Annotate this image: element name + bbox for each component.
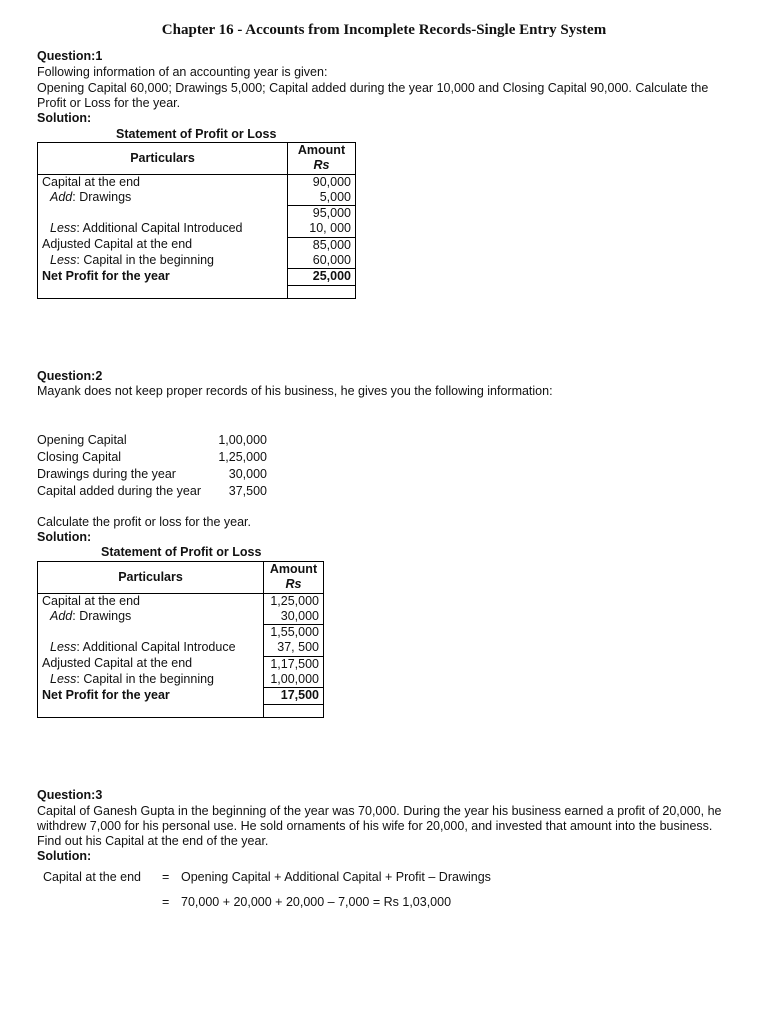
col-amount [264, 562, 324, 594]
question-3-text: Capital of Ganesh Gupta in the beginning of the year was 70,000. During the year his business earned a profit of 20,000, he [37, 804, 722, 818]
table-row [38, 206, 356, 222]
row-label [38, 672, 264, 688]
question-3-text: withdrew 7,000 for his personal use. He sold ornaments of his wife for 20,000, and invested that amount into the business. [37, 819, 713, 833]
row-amount: 37, 500 [264, 640, 324, 656]
info-list [37, 432, 267, 500]
question-2-instruction: Calculate the profit or loss for the year. [37, 515, 251, 529]
row-label-text: : Additional Capital Introduced [76, 221, 243, 236]
statement-title: Statement of Profit or Loss [116, 127, 277, 141]
row-amount: 90,000 [288, 174, 356, 190]
row-amount: 60,000 [288, 253, 356, 269]
table-row [38, 672, 324, 688]
info-value: 1,00,000 [218, 433, 267, 447]
table-row [38, 625, 324, 641]
row-label: Adjusted Capital at the end [38, 237, 288, 253]
net-profit-label: Net Profit for the year [38, 269, 288, 285]
table-row [38, 237, 356, 253]
row-label [38, 206, 288, 222]
info-label: Closing Capital [37, 450, 122, 464]
row-amount: 1,55,000 [264, 625, 324, 641]
row-amount: 1,25,000 [264, 593, 324, 609]
solution-label: Solution: [37, 849, 92, 863]
equation-lhs: Capital at the end [43, 870, 141, 884]
table-row [38, 285, 356, 299]
table-row [38, 190, 356, 206]
table-row [38, 688, 324, 704]
col-rs-label: Rs [313, 158, 330, 173]
info-row [37, 483, 267, 500]
add-label: Add [50, 189, 73, 204]
question-1-heading: Question:1 [37, 49, 103, 63]
info-row [37, 449, 267, 466]
page-title: Chapter 16 - Accounts from Incomplete Records-Single Entry System [161, 22, 607, 38]
row-label [38, 640, 264, 656]
row-label [38, 609, 264, 625]
col-particulars: Particulars [38, 143, 288, 175]
table-row [38, 656, 324, 672]
row-amount: 5,000 [288, 190, 356, 206]
table-row [38, 593, 324, 609]
info-label: Drawings during the year [37, 467, 176, 481]
col-rs-label: Rs [285, 577, 302, 592]
info-value: 37,500 [228, 484, 267, 498]
question-1-text: Profit or Loss for the year. [37, 96, 181, 110]
row-label: Capital at the end [38, 174, 288, 190]
statement-table-q2 [37, 561, 324, 718]
table-row [38, 174, 356, 190]
statement-table-q1 [37, 142, 356, 299]
less-label: Less [50, 221, 77, 236]
row-label-text: : Drawings [72, 189, 132, 204]
less-label: Less [50, 640, 77, 655]
row-amount: 95,000 [288, 206, 356, 222]
row-amount: 10, 000 [288, 221, 356, 237]
table-header-row [38, 562, 324, 594]
equals-sign: = [162, 870, 170, 884]
row-label-text: : Drawings [72, 608, 132, 623]
equation-rhs: Opening Capital + Additional Capital + Profit – Drawings [181, 870, 491, 884]
less-label: Less [50, 672, 77, 687]
row-label [38, 253, 288, 269]
question-3-text: Find out his Capital at the end of the year. [37, 834, 269, 848]
statement-title: Statement of Profit or Loss [101, 545, 262, 559]
equation-result: 70,000 + 20,000 + 20,000 – 7,000 = Rs 1,03,000 [181, 895, 452, 909]
row-amount: 30,000 [264, 609, 324, 625]
col-amount-label: Amount [269, 562, 318, 576]
info-value: 30,000 [228, 467, 267, 481]
table-row [38, 269, 356, 285]
col-amount-label: Amount [297, 143, 346, 157]
col-amount [288, 143, 356, 175]
info-label: Capital added during the year [37, 484, 202, 498]
solution-label: Solution: [37, 111, 92, 125]
question-2-heading: Question:2 [37, 369, 103, 383]
row-label: Adjusted Capital at the end [38, 656, 264, 672]
question-1-text: Opening Capital 60,000; Drawings 5,000; Capital added during the year 10,000 and Closing Capital 90,000. Calculate the [37, 81, 709, 95]
net-profit-amount: 17,500 [264, 688, 324, 704]
row-label [38, 625, 264, 641]
table-row [38, 704, 324, 718]
info-label: Opening Capital [37, 433, 127, 447]
row-amount: 1,17,500 [264, 656, 324, 672]
row-label-text: : Additional Capital Introduce [76, 640, 236, 655]
row-label: Capital at the end [38, 593, 264, 609]
net-profit-amount: 25,000 [288, 269, 356, 285]
row-amount: 1,00,000 [264, 672, 324, 688]
col-particulars: Particulars [38, 562, 264, 594]
row-label-text: : Capital in the beginning [76, 253, 215, 268]
row-amount: 85,000 [288, 237, 356, 253]
question-2-text: Mayank does not keep proper records of his business, he gives you the following information: [37, 384, 553, 398]
info-row [37, 432, 267, 449]
table-header-row [38, 143, 356, 175]
row-label [38, 190, 288, 206]
solution-label: Solution: [37, 530, 92, 544]
less-label: Less [50, 253, 77, 268]
info-value: 1,25,000 [218, 450, 267, 464]
table-row [38, 609, 324, 625]
row-label [38, 221, 288, 237]
net-profit-label: Net Profit for the year [38, 688, 264, 704]
add-label: Add [50, 608, 73, 623]
equals-sign: = [162, 895, 170, 909]
info-row [37, 466, 267, 483]
table-row [38, 221, 356, 237]
row-label-text: : Capital in the beginning [76, 672, 215, 687]
table-row [38, 640, 324, 656]
question-3-heading: Question:3 [37, 788, 103, 802]
question-1-text: Following information of an accounting year is given: [37, 65, 328, 79]
table-row [38, 253, 356, 269]
